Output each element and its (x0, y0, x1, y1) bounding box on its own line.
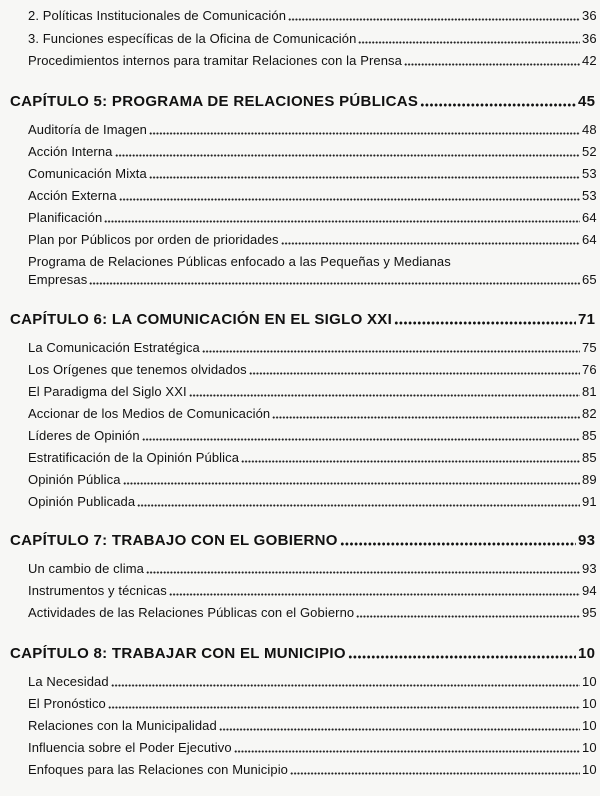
toc-entry-page: 93 (582, 561, 597, 576)
dot-leader (219, 728, 580, 731)
toc-entry-page: 76 (582, 362, 597, 377)
dot-leader (111, 684, 580, 687)
toc-entry-text: Auditoría de Imagen (28, 122, 147, 137)
dot-leader (146, 571, 580, 574)
toc-entry-page: 10 (582, 718, 597, 733)
toc-entry-text: 2. Políticas Institucionales de Comunicación (28, 8, 287, 23)
dot-leader (142, 438, 580, 441)
toc-entry-page: 82 (582, 406, 597, 421)
toc-entry-page: 81 (582, 384, 597, 399)
chapter-page: 45 (578, 93, 596, 110)
toc-entry[interactable] (28, 472, 600, 488)
toc-entry-text: Comunicación Mixta (28, 166, 147, 181)
toc-entry-page: 53 (582, 188, 597, 203)
toc-entry-page: 89 (582, 472, 597, 487)
toc-entry[interactable] (28, 605, 600, 621)
toc-entry[interactable] (28, 340, 600, 356)
dot-leader (149, 132, 580, 135)
chapter-title: CAPÍTULO 6: LA COMUNICACIÓN EN EL SIGLO XXI (10, 311, 393, 328)
toc-entry-page: 95 (582, 605, 597, 620)
dot-leader (169, 593, 580, 596)
toc-entry-text: El Pronóstico (28, 696, 106, 711)
dot-leader (241, 460, 580, 463)
chapter-title: CAPÍTULO 8: TRABAJAR CON EL MUNICIPIO (10, 645, 346, 662)
toc-entry-page: 64 (582, 210, 597, 225)
toc-entry[interactable] (28, 272, 600, 288)
toc-entry[interactable] (28, 583, 600, 599)
toc-entry[interactable] (28, 166, 600, 182)
dot-leader (89, 282, 580, 285)
chapter-heading[interactable] (10, 93, 600, 111)
toc-entry-page: 42 (582, 53, 597, 68)
chapter-title: CAPÍTULO 5: PROGRAMA DE RELACIONES PÚBLICAS (10, 93, 419, 110)
toc-entry-text: Líderes de Opinión (28, 428, 140, 443)
toc-entry[interactable] (28, 561, 600, 577)
toc-entry-page: 65 (582, 272, 597, 287)
toc-entry-text: Plan por Públicos por orden de prioridades (28, 232, 279, 247)
dot-leader (234, 750, 580, 753)
chapter-heading[interactable] (10, 645, 600, 663)
toc-entry[interactable] (28, 53, 600, 69)
toc-entry[interactable] (28, 122, 600, 138)
dot-leader (394, 321, 576, 325)
dot-leader (137, 504, 580, 507)
toc-entry-page: 36 (582, 31, 597, 46)
toc-entry-wrapped-first-line[interactable]: Programa de Relaciones Públicas enfocado a las Pequeñas y Medianas (28, 254, 451, 269)
toc-entry-text: Enfoques para las Relaciones con Municipio (28, 762, 289, 777)
toc-entry-text: Influencia sobre el Poder Ejecutivo (28, 740, 232, 755)
toc-entry-text: Opinión Pública (28, 472, 121, 487)
toc-entry-page: 10 (582, 696, 597, 711)
toc-entry[interactable] (28, 674, 600, 690)
toc-entry[interactable] (28, 696, 600, 712)
dot-leader (119, 198, 580, 201)
toc-entry-page: 10 (582, 740, 597, 755)
toc-entry-page: 94 (582, 583, 597, 598)
dot-leader (123, 482, 580, 485)
dot-leader (149, 176, 580, 179)
toc-entry[interactable] (28, 384, 600, 400)
dot-leader (348, 655, 576, 659)
dot-leader (189, 394, 580, 397)
dot-leader (202, 350, 580, 353)
toc-entry[interactable] (28, 494, 600, 510)
toc-entry[interactable] (28, 8, 600, 24)
dot-leader (104, 220, 580, 223)
toc-entry-page: 64 (582, 232, 597, 247)
toc-entry-page: 85 (582, 450, 597, 465)
toc-entry-text: Instrumentos y técnicas (28, 583, 167, 598)
toc-entry-text: Acción Externa (28, 188, 117, 203)
toc-entry[interactable] (28, 718, 600, 734)
chapter-page: 93 (578, 532, 596, 549)
toc-entry-page: 48 (582, 122, 597, 137)
toc-entry[interactable] (28, 210, 600, 226)
toc-entry[interactable] (28, 762, 600, 778)
toc-entry[interactable] (28, 232, 600, 248)
toc-entry-text: Planificación (28, 210, 103, 225)
toc-entry-text: 3. Funciones específicas de la Oficina de Comunicación (28, 31, 357, 46)
toc-entry-page: 36 (582, 8, 597, 23)
toc-entry-text: Opinión Publicada (28, 494, 136, 509)
toc-entry[interactable] (28, 362, 600, 378)
toc-entry-text: Actividades de las Relaciones Públicas con el Gobierno (28, 605, 355, 620)
dot-leader (281, 242, 580, 245)
dot-leader (108, 706, 580, 709)
toc-entry-text: Estratificación de la Opinión Pública (28, 450, 240, 465)
dot-leader (404, 63, 580, 66)
toc-entry[interactable] (28, 428, 600, 444)
chapter-title: CAPÍTULO 7: TRABAJO CON EL GOBIERNO (10, 532, 338, 549)
toc-entry-page: 53 (582, 166, 597, 181)
toc-entry[interactable] (28, 31, 600, 47)
toc-entry-page: 75 (582, 340, 597, 355)
dot-leader (290, 772, 580, 775)
toc-entry[interactable] (28, 188, 600, 204)
chapter-page: 71 (578, 311, 596, 328)
toc-entry-text: Los Orígenes que tenemos olvidados (28, 362, 247, 377)
chapter-page: 10 (578, 645, 596, 662)
toc-entry-text: El Paradigma del Siglo XXI (28, 384, 187, 399)
toc-entry-page: 85 (582, 428, 597, 443)
toc-entry-text: Empresas (28, 272, 88, 287)
toc-entry-text: La Comunicación Estratégica (28, 340, 200, 355)
toc-entry-page: 10 (582, 762, 597, 777)
chapter-heading[interactable] (10, 532, 600, 550)
dot-leader (115, 154, 580, 157)
toc-entry-page: 52 (582, 144, 597, 159)
toc-entry-text: Procedimientos internos para tramitar Relaciones con la Prensa (28, 53, 402, 68)
dot-leader (356, 615, 580, 618)
toc-entry-page: 91 (582, 494, 597, 509)
toc-entry[interactable] (28, 406, 600, 422)
dot-leader (420, 103, 576, 107)
toc-entry[interactable] (28, 450, 600, 466)
dot-leader (340, 542, 576, 546)
toc-entry[interactable] (28, 740, 600, 756)
chapter-heading[interactable] (10, 311, 600, 329)
dot-leader (249, 372, 580, 375)
toc-entry-page: 10 (582, 674, 597, 689)
toc-entry-text: Acción Interna (28, 144, 113, 159)
toc-entry[interactable] (28, 144, 600, 160)
toc-entry-text: La Necesidad (28, 674, 109, 689)
toc-entry-text: Relaciones con la Municipalidad (28, 718, 217, 733)
dot-leader (288, 18, 580, 21)
toc-entry-text: Un cambio de clima (28, 561, 144, 576)
dot-leader (272, 416, 580, 419)
dot-leader (358, 41, 580, 44)
toc-entry-text: Accionar de los Medios de Comunicación (28, 406, 271, 421)
